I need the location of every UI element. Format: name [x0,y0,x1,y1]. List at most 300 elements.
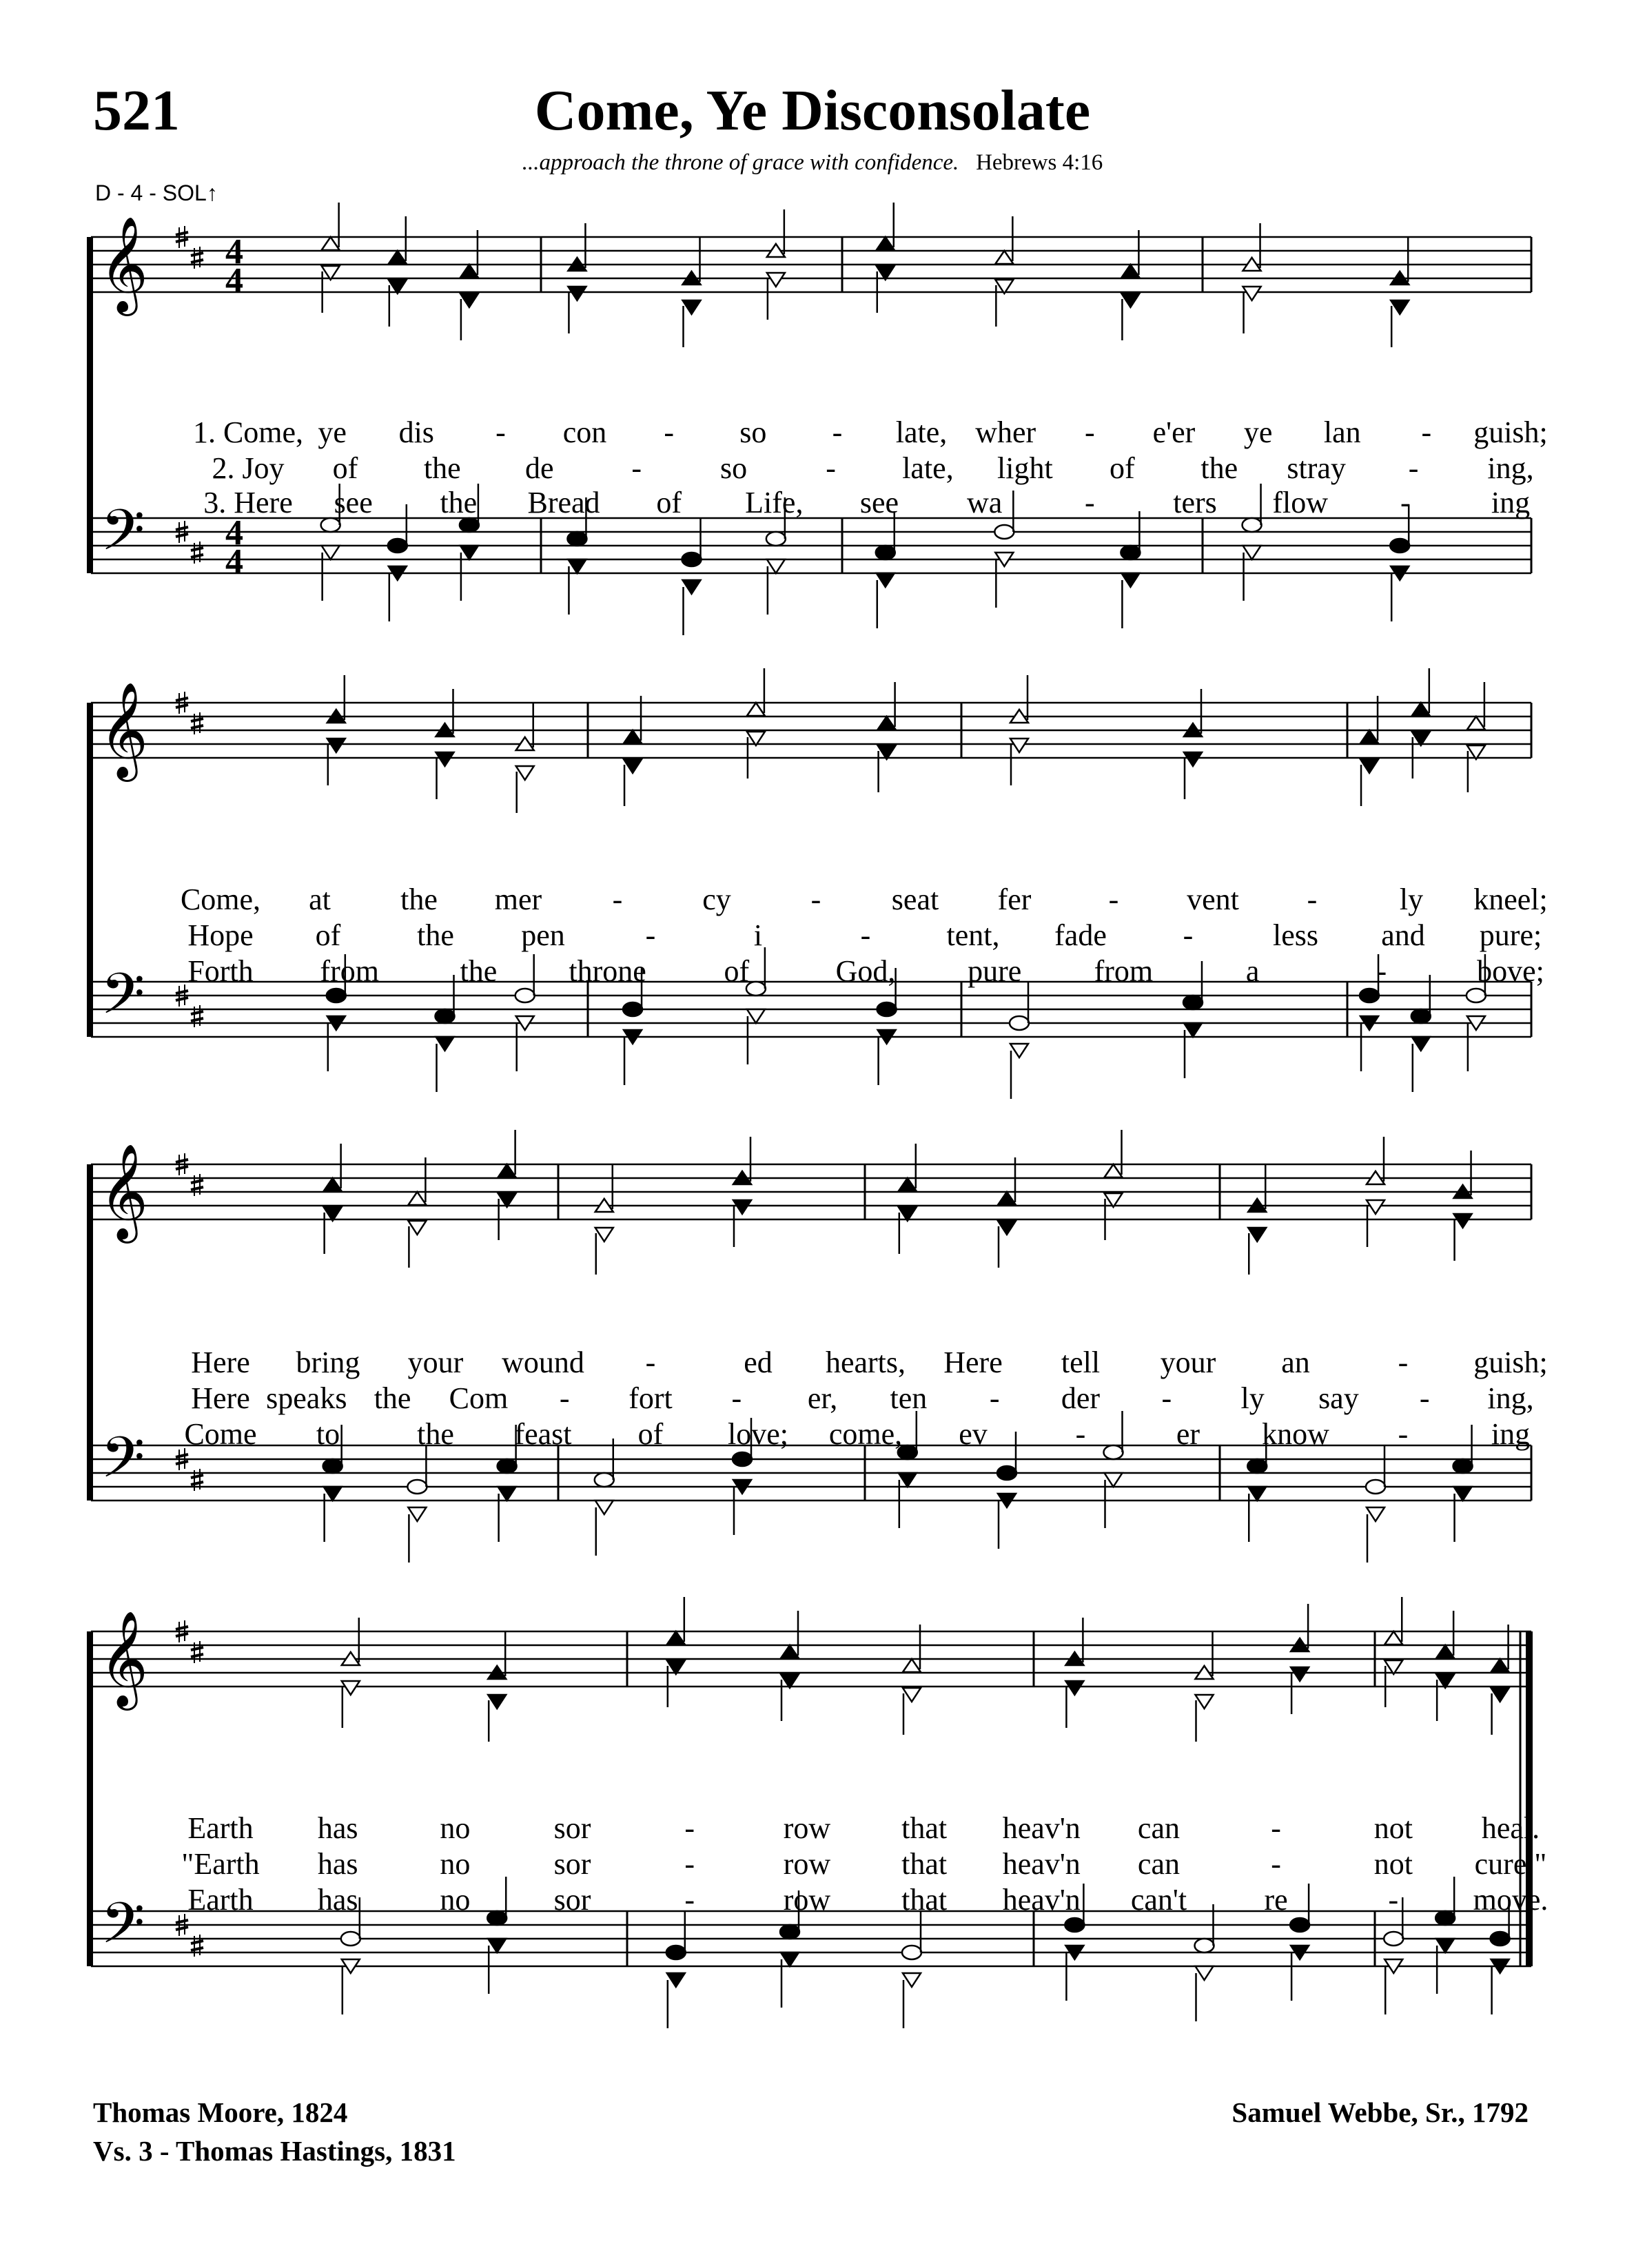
lyric-syllable: - [1108,883,1119,916]
system-bracket [87,703,93,1037]
lyric-syllable: dis [398,415,434,449]
tenor-note [1360,989,1379,1002]
lyric-syllable: - [989,1381,1000,1415]
lyric-syllable: cure." [1474,1847,1547,1881]
lyric-syllable: ed [744,1346,773,1379]
lyric-syllable: of [656,486,682,519]
lyric-syllable: - [1421,415,1432,449]
bass-note [899,1473,917,1487]
bass-note [1196,1966,1214,1980]
lyric-syllable: - [1271,1811,1281,1845]
lyric-syllable: er, [807,1381,838,1415]
treble-note [1384,1631,1402,1645]
tenor-note [733,1452,752,1466]
alto-note [327,739,345,752]
lyric-syllable: pure; [1479,918,1542,952]
bass-note [667,1973,685,1987]
system-1 [87,203,1548,635]
lyric-syllable: ten [890,1381,928,1415]
lyric-syllable: the [423,451,461,485]
lyric-syllable: Com [449,1381,509,1415]
lyric-syllable: hearts, [825,1346,906,1379]
lyric-syllable: that [901,1811,948,1845]
lyric-syllable: "Earth [181,1847,260,1881]
tenor-note [1247,1459,1267,1473]
tenor-note [1384,1932,1403,1946]
lyric-syllable: the [417,1417,454,1451]
lyric-syllable: has [317,1883,358,1917]
lyric-syllable: love; [728,1417,788,1451]
lyric-syllable: an [1281,1346,1310,1379]
lyric-syllable: can [1137,1847,1180,1881]
lyric-syllable: see [334,486,373,519]
bass-clef: 𝄢 [101,1890,145,1970]
lyric-syllable: pen [521,918,565,952]
lyric-syllable: - [810,883,821,916]
treble-note [747,703,765,716]
lyric-syllable: fer [997,883,1032,916]
lyric-syllable: of [1109,451,1135,485]
lyric-syllable: - [1075,1417,1086,1451]
tenor-note [460,518,479,532]
alto-note [488,1695,506,1709]
alto-note [1367,1200,1384,1214]
lyric-syllable: not [1373,1811,1413,1845]
bass-note [1121,573,1139,587]
lyric-syllable: er [1176,1417,1200,1451]
lyric-syllable: 3. Here [203,486,293,519]
lyric-syllable: kneel; [1473,883,1548,916]
bass-note [408,1507,426,1521]
treble-clef: 𝄞 [99,216,148,312]
music-credit: Samuel Webbe, Sr., 1792 [1231,2096,1529,2128]
lyric-syllable: - [612,883,623,916]
alto-note [1291,1667,1309,1681]
treble-note [903,1659,921,1672]
lyric-syllable: see [859,486,899,519]
system-bracket [87,1631,93,1966]
bass-note [903,1973,921,1987]
lyric-syllable: der [1061,1381,1101,1415]
lyric-syllable: - [1398,1346,1409,1379]
bass-clef: 𝄢 [101,497,145,577]
tenor-note [1290,1918,1309,1932]
tenor-note [1104,1445,1123,1459]
treble-note [324,1178,342,1191]
alto-note [767,273,785,287]
bass-note [747,1009,765,1023]
alto-note [1360,759,1378,773]
tenor-note [436,1009,455,1023]
bass-note [1454,1487,1472,1501]
lyric-syllable: speaks [266,1381,347,1415]
lyric-syllable: con [562,415,607,449]
lyric-syllable: Earth [187,1811,254,1845]
tenor-note [766,532,786,546]
bass-note [436,1037,454,1051]
lyric-syllable: has [317,1847,358,1881]
lyric-syllable: - [1085,415,1095,449]
treble-note [667,1631,685,1645]
lyric-syllable: - [495,415,506,449]
lyric-syllable: cy [702,883,731,916]
treble-note [1121,265,1139,278]
lyric-syllable: - [1085,486,1095,519]
lyric-syllable: has [317,1811,358,1845]
lyric-syllable: Here [191,1381,250,1415]
bass-note [1412,1037,1430,1051]
lyric-syllable: from [1094,954,1154,988]
lyric-syllable: a [1245,954,1260,988]
lyric-syllable: - [631,451,642,485]
bass-note [595,1501,613,1514]
time-signature-bottom: 4 [225,542,243,581]
lyric-syllable: of [637,1417,664,1451]
tenor-note [623,1002,642,1016]
alto-note [460,293,478,307]
alto-note [1121,293,1139,307]
bass-note [498,1487,516,1501]
lyric-syllable: can't [1130,1883,1187,1917]
lyric-syllable: ye [318,415,347,449]
alto-note [1184,752,1202,766]
lyric-syllable: - [684,1847,695,1881]
lyric-syllable: Hope [187,918,254,952]
bass-note [322,546,340,559]
lyric-syllable: guish; [1473,1346,1548,1379]
lyric-syllable: that [901,1847,948,1881]
lyric-syllable: bove; [1477,954,1544,988]
time-signature-top: 4 [225,232,243,271]
system-2 [87,668,1548,1099]
lyric-syllable: feast [514,1417,572,1451]
lyric-syllable: that [901,1883,948,1917]
bass-clef: 𝄢 [101,960,145,1041]
lyric-syllable: light [997,451,1053,485]
lyric-syllable: - [664,415,674,449]
lyric-syllable: the [440,486,478,519]
bass-note [1248,1487,1266,1501]
alto-note [1010,739,1028,752]
alto-note [733,1200,751,1214]
lyric-syllable: de [525,451,554,485]
treble-note [624,730,642,743]
tenor-note [1366,1480,1385,1494]
lyric-syllable: - [645,1346,656,1379]
alto-note [342,1681,360,1695]
alto-note [1248,1228,1266,1241]
lyric-syllable: come, [828,1417,903,1451]
tenor-note [1195,1939,1214,1952]
lyric-syllable: - [559,1381,570,1415]
bass-note [781,1952,799,1966]
alto-note [1065,1681,1083,1695]
lyric-syllable: lan [1323,415,1361,449]
lyric-syllable: stray [1287,451,1346,485]
system-bracket [87,1164,93,1501]
alto-note [624,759,642,773]
alto-note [408,1221,426,1235]
lyric-syllable: - [860,918,871,952]
lyric-syllable: ters [1173,486,1217,519]
lyric-syllable: heav'n [1002,1847,1081,1881]
time-signature-bottom: 4 [225,261,243,300]
lyric-syllable: ing [1491,486,1531,519]
system-bracket [87,237,93,573]
lyric-syllable: sor [553,1811,591,1845]
tenor-note [321,518,340,532]
lyric-syllable: wher [975,415,1036,449]
lyric-syllable: tent, [946,918,1000,952]
bass-note [460,546,478,559]
tenor-note [1466,989,1486,1002]
lyric-syllable: i [753,918,763,952]
tenor-note [515,989,535,1002]
lyric-syllable: - [1408,451,1419,485]
bass-note [1105,1473,1123,1487]
alto-note [436,752,454,766]
tenor-note [994,525,1014,539]
lyric-syllable: move. [1473,1883,1549,1917]
words-credit: Thomas Moore, 1824 [93,2096,348,2128]
alto-note [516,766,534,780]
alto-note [1243,287,1261,300]
lyric-syllable: Bread [527,486,600,519]
tenor-note [388,539,407,553]
lyric-syllable: not [1373,1847,1413,1881]
lyric-syllable: Come, [180,883,261,916]
tenor-note [323,1459,343,1473]
lyric-syllable: of [315,918,341,952]
treble-note [1436,1645,1454,1658]
treble-note [1412,703,1430,716]
treble-note [899,1178,917,1191]
lyric-syllable: God, [835,954,896,988]
treble-note [781,1645,799,1658]
tenor-note [341,1932,360,1946]
lyric-syllable: ing [1491,1417,1531,1451]
tenor-note [1121,546,1140,559]
lyric-syllable: the [417,918,454,952]
tenor-note [595,1473,614,1487]
lyric-syllable: late, [902,451,954,485]
lyric-syllable: 1. Come, [192,415,304,449]
tenor-note [487,1911,507,1925]
tenor-note [876,546,895,559]
lyric-syllable: seat [891,883,939,916]
tenor-note [327,989,346,1002]
lyric-syllable: guish; [1473,415,1548,449]
lyric-syllable: Here [943,1346,1003,1379]
alto-note [1391,300,1409,314]
bass-note [877,573,895,587]
lyric-syllable: flow [1272,486,1328,519]
alto-note [1491,1688,1509,1702]
tenor-note [997,1466,1016,1480]
tenor-note [1010,1016,1029,1030]
hymn-title: Come, Ye Disconsolate [534,79,1091,143]
lyric-syllable: - [1400,486,1411,519]
lyric-syllable: - [1388,1883,1399,1917]
lyric-syllable: the [460,954,498,988]
tenor-note [902,1946,921,1959]
alto-note [683,300,701,314]
lyric-syllable: know [1262,1417,1329,1451]
hymn-number: 521 [93,79,180,143]
bass-note [767,559,785,573]
lyric-syllable: - [1161,1381,1172,1415]
lyric-syllable: bring [296,1346,360,1379]
alto-note [1454,1214,1472,1228]
lyric-syllable: ing, [1487,1381,1534,1415]
lyric-syllable: - [1271,1847,1281,1881]
treble-clef: 𝄞 [99,682,148,778]
tenor-note [682,553,702,566]
bass-note [1367,1507,1384,1521]
treble-note [408,1192,426,1205]
lyric-syllable: Come [184,1417,257,1451]
lyric-syllable: no [440,1811,471,1845]
lyric-syllable: sor [553,1847,591,1881]
treble-note [998,1192,1016,1205]
lyric-syllable: sor [553,1883,591,1917]
tenor-note [877,1002,897,1016]
bass-note [1184,1023,1202,1037]
lyric-syllable: - [1307,883,1318,916]
tenor-note [1435,1911,1455,1925]
bass-note [683,580,701,594]
tenor-note [666,1946,686,1959]
lyric-syllable: - [832,415,843,449]
lyric-syllable: - [684,1811,695,1845]
lyric-syllable: the [1200,451,1238,485]
lyric-syllable: ye [1243,415,1273,449]
lyric-syllable: tell [1061,1346,1101,1379]
bass-note [1436,1939,1454,1952]
lyric-syllable: your [407,1346,464,1379]
lyric-syllable: re [1264,1883,1288,1917]
treble-note [322,237,340,250]
lyric-syllable: late, [895,415,948,449]
treble-note [498,1164,516,1177]
treble-note [460,265,478,278]
lyric-syllable: say [1318,1381,1359,1415]
lyric-syllable: wound [502,1346,584,1379]
lyric-syllable: fade [1054,918,1107,952]
lyric-syllable: heav'n [1002,1883,1081,1917]
tenor-note [498,1459,517,1473]
treble-note [995,251,1013,264]
alto-note [568,287,586,300]
treble-clef: 𝄞 [99,1611,148,1707]
lyric-syllable: at [309,883,331,916]
lyric-syllable: of [332,451,358,485]
lyric-syllable: ly [1399,883,1424,916]
tenor-note [1390,539,1409,553]
lyric-syllable: no [440,1883,471,1917]
bass-note [1010,1044,1028,1058]
treble-note [878,717,896,730]
treble-note [877,237,895,250]
treble-clef: 𝄞 [99,1144,148,1239]
time-signature-top: 4 [225,513,243,553]
key-indicator: D - 4 - SOL↑ [95,181,218,205]
alto-note [998,1221,1016,1235]
lyric-syllable: less [1273,918,1318,952]
lyric-syllable: - [1398,1417,1409,1451]
treble-note [1491,1659,1509,1672]
lyric-syllable: e'er [1152,415,1196,449]
lyric-syllable: row [783,1847,831,1881]
bass-clef: 𝄢 [101,1424,145,1505]
lyric-syllable: to [316,1417,340,1451]
lyric-syllable: - [731,1381,742,1415]
lyric-syllable: heav'n [1002,1811,1081,1845]
lyric-syllable: ev [959,1417,988,1451]
lyric-syllable: heal. [1481,1811,1540,1845]
treble-note [1105,1164,1123,1177]
lyric-syllable: row [783,1883,831,1917]
lyric-syllable: - [645,918,656,952]
lyric-syllable: ly [1240,1381,1265,1415]
lyric-syllable: 2. Joy [212,451,285,485]
lyric-syllable: - [1419,1381,1430,1415]
lyric-syllable: pure [968,954,1022,988]
lyric-syllable: throne [569,954,646,988]
alto-note [903,1688,921,1702]
lyric-syllable: Here [191,1346,250,1379]
tenor-note [780,1925,799,1939]
lyric-syllable: - [1183,918,1194,952]
treble-note [1360,730,1378,743]
lyric-syllable: the [374,1381,411,1415]
tenor-note [567,532,586,546]
lyric-syllable: so [739,415,767,449]
lyric-syllable: and [1381,918,1425,952]
lyric-syllable: Forth [187,954,254,988]
lyric-syllable: - [1376,954,1387,988]
bass-note [568,559,586,573]
lyric-syllable: mer [494,883,542,916]
lyric-syllable: fort [628,1381,673,1415]
alto-note [1196,1695,1214,1709]
lyric-syllable: Earth [187,1883,254,1917]
system-3 [87,1130,1548,1563]
lyric-syllable: no [440,1847,471,1881]
tenor-note [1183,996,1203,1009]
bass-note [1243,546,1261,559]
bass-note [324,1487,342,1501]
lyric-syllable: vent [1187,883,1239,916]
scripture-reference: Hebrews 4:16 [976,150,1103,175]
treble-note [389,251,407,264]
words-verse3-credit: Vs. 3 - Thomas Hastings, 1831 [93,2135,456,2167]
lyric-syllable: from [320,954,379,988]
lyric-syllable: row [783,1811,831,1845]
lyric-syllable: of [724,954,750,988]
lyric-syllable: - [826,451,836,485]
epigraph-text: ...approach the throne of grace with confidence. [522,150,959,175]
system-4 [87,1597,1548,2028]
lyric-syllable: can [1137,1811,1180,1845]
lyric-syllable: Life, [745,486,804,519]
tenor-note [1411,1009,1431,1023]
lyric-syllable: so [720,451,748,485]
lyric-syllable: ing, [1487,451,1534,485]
tenor-note [1065,1918,1084,1932]
treble-note [1467,717,1485,730]
tenor-note [1243,518,1262,532]
